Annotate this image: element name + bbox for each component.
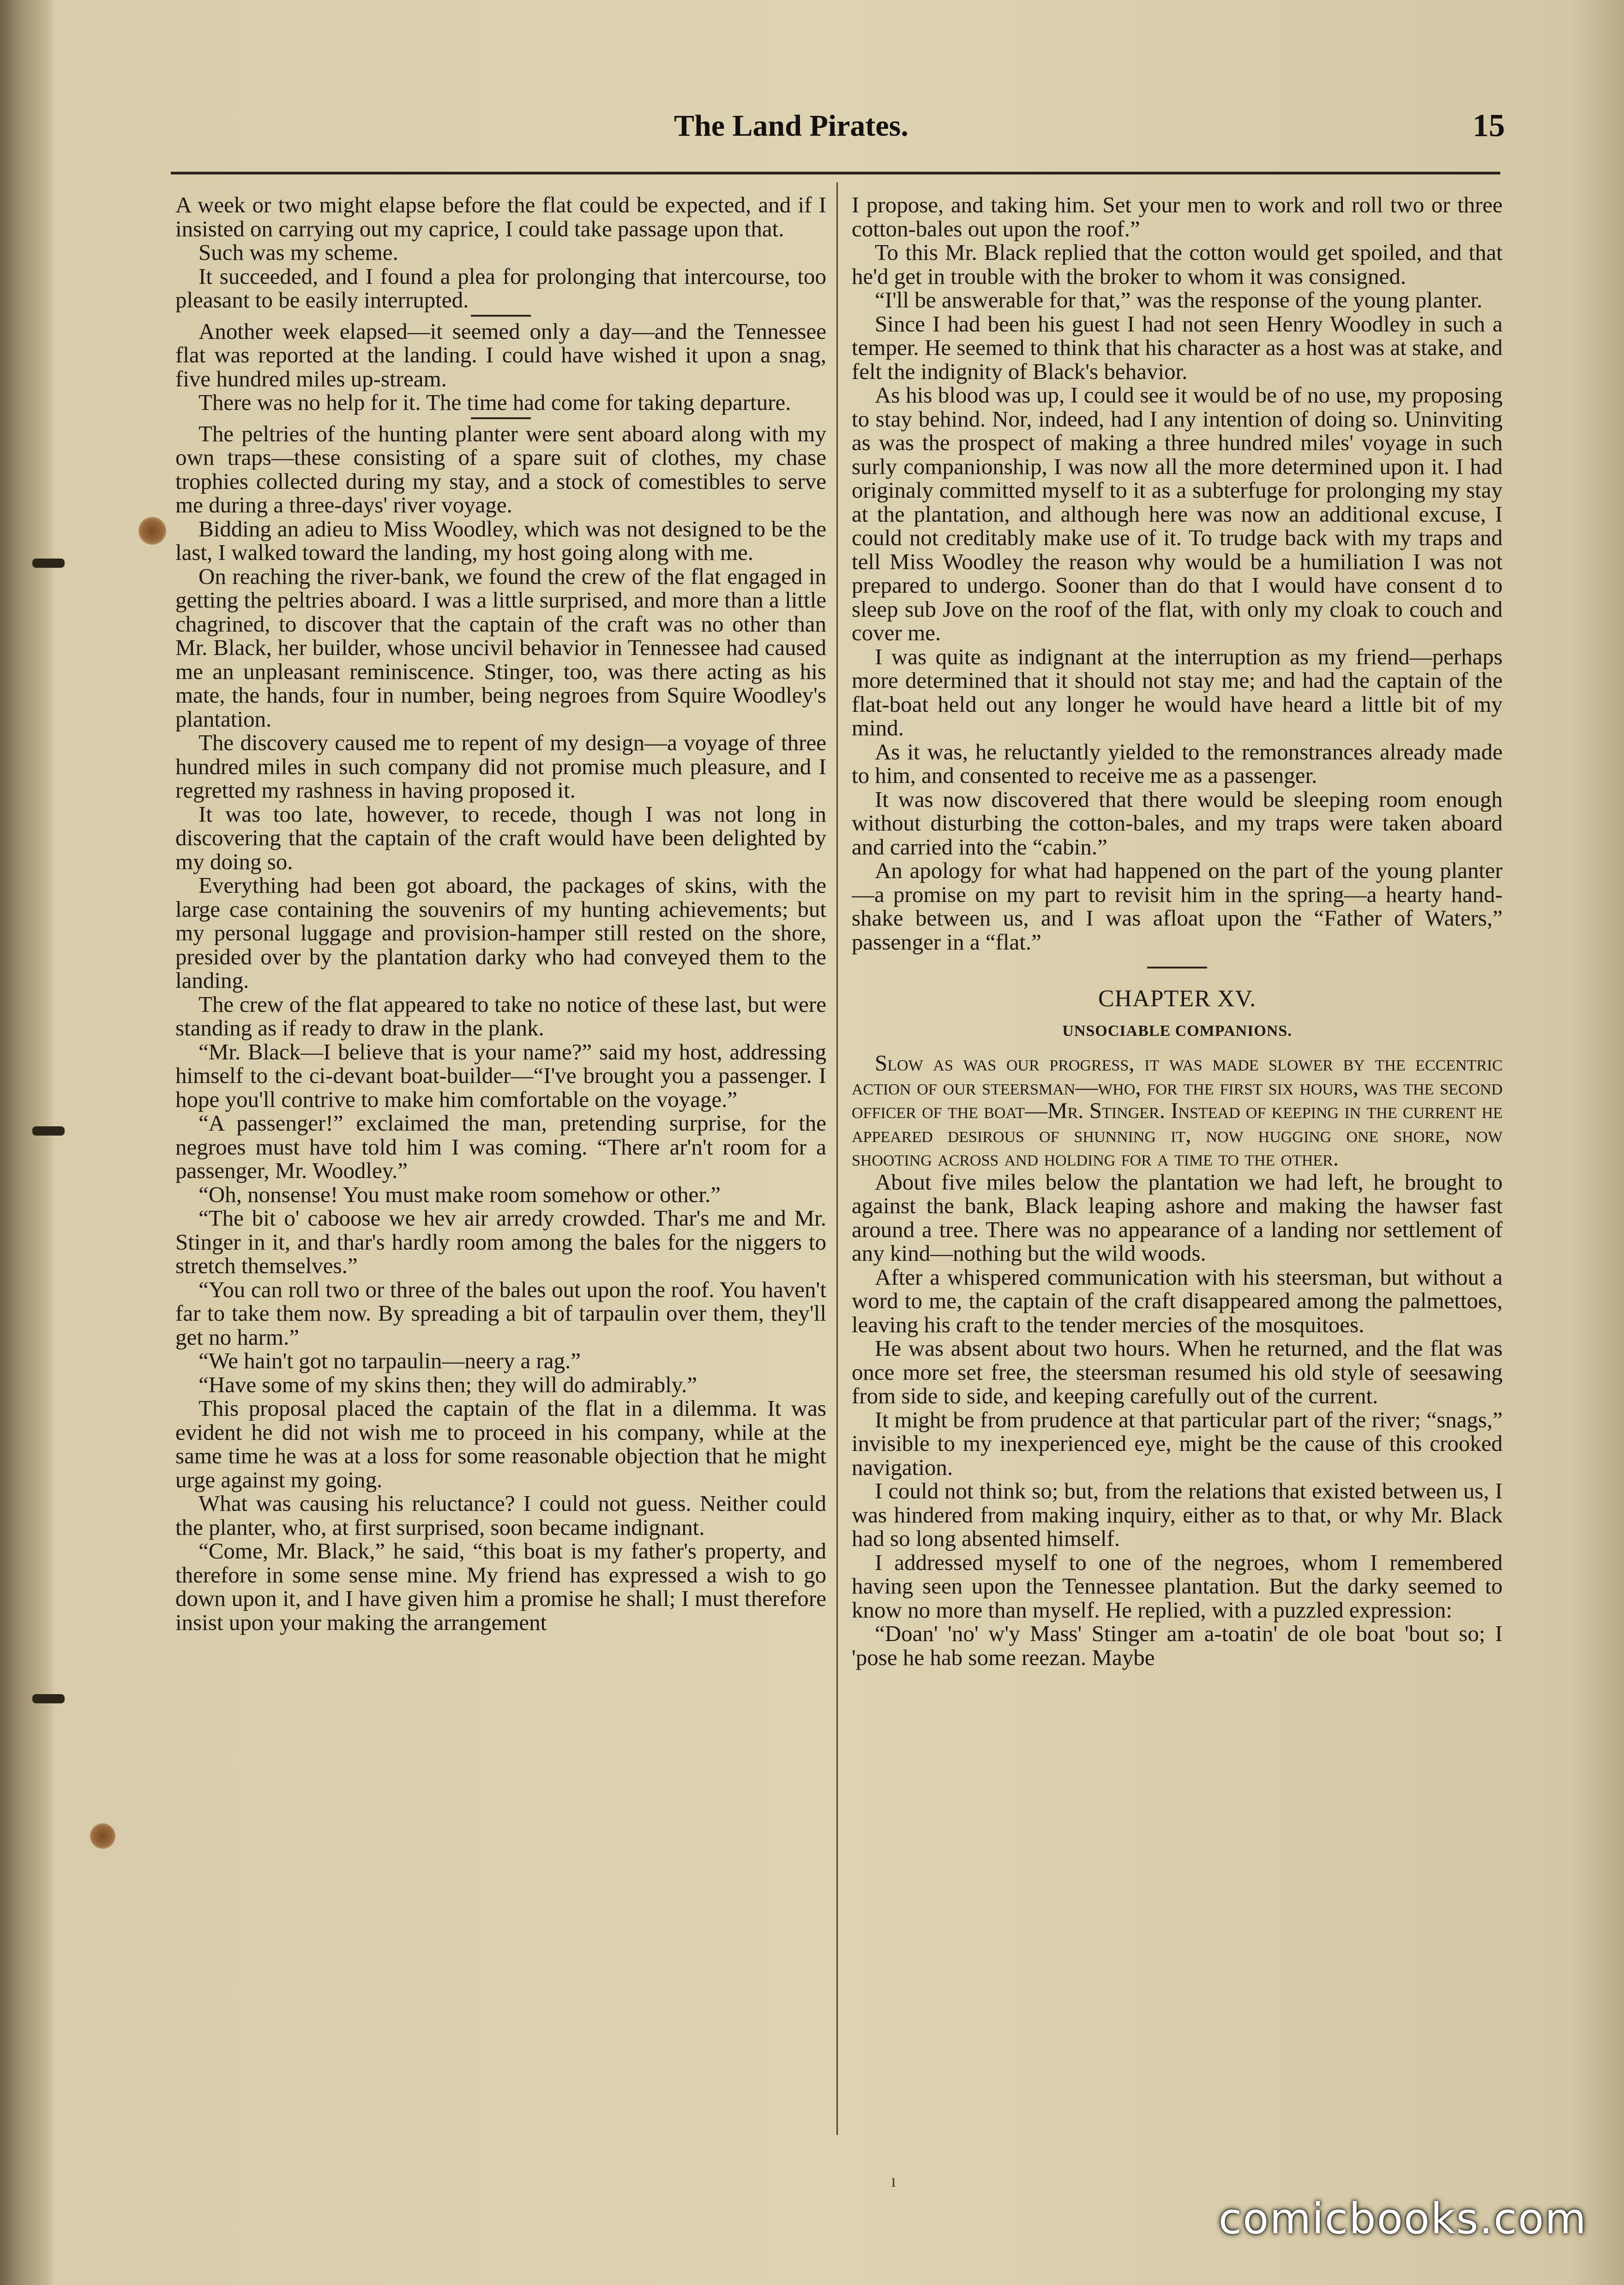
binding-stitch: [32, 1126, 65, 1136]
binding-stitch: [32, 559, 65, 568]
paragraph: Another week elapsed—it seemed only a day—and the Tennessee flat was reported at the landing. I could have wished it upon a snag, five hundred miles up-stream.: [175, 318, 826, 391]
paragraph: It was too late, however, to recede, though I was not long in discovering that the captain of the craft would have been delighted by my doing so.: [175, 801, 826, 874]
paragraph: It succeeded, and I found a plea for prolonging that intercourse, too pleasant to be easily interrupted.: [175, 263, 826, 313]
running-title: The Land Pirates.: [674, 109, 908, 143]
paragraph: A week or two might elapse before the flat could be expected, and if I insisted on carrying out my caprice, I could take passage upon that.: [175, 193, 826, 241]
paragraph: I could not think so; but, from the relations that existed between us, I was hindered from making inquiry, either as to that, or why Mr. Black had so long absented himself.: [852, 1478, 1503, 1551]
paragraph: “The bit o' caboose we hev air arredy crowded. Thar's me and Mr. Stinger in it, and thar's hardly room among the bales for the niggers to stretch themselves.”: [175, 1205, 826, 1278]
page-gutter: [0, 0, 55, 2285]
paragraph: About five miles below the plantation we had left, he brought to against the bank, Black leaping ashore and making the hawser fast around a tree. There was no appearance of a landing nor settlement of any kind—nothing but the wild woods.: [852, 1169, 1503, 1266]
paragraph: This proposal placed the captain of the flat in a dilemma. It was evident he did not wish me to proceed in his company, while at the same time he was at a loss for some reasonable objection that he might urge against my going.: [175, 1395, 826, 1492]
paragraph: “Oh, nonsense! You must make room somehow or other.”: [198, 1181, 721, 1207]
paragraph: The discovery caused me to repent of my design—a voyage of three hundred miles in such company did not promise much pleasure, and I regretted my rashness in having proposed it.: [175, 730, 826, 803]
chapter-heading: CHAPTER XV.: [1098, 986, 1257, 1012]
paragraph: Bidding an adieu to Miss Woodley, which was not designed to be the last, I walked toward the landing, my host going along with me.: [175, 516, 826, 565]
paragraph: After a whispered communication with his steersman, but without a word to me, the captain of the craft disappeared among the palmettoes, leaving his craft to the tender mercies of the mosquitoes.: [852, 1264, 1503, 1337]
section-separator: [471, 315, 531, 317]
section-separator: [471, 417, 531, 419]
paragraph: “A passenger!” exclaimed the man, pretending surprise, for the negroes must have told him I was coming. “There ar'n't room for a passenger, Mr. Woodley.”: [175, 1110, 826, 1183]
paragraph: Such was my scheme.: [198, 240, 398, 265]
right-column: [852, 193, 1503, 2132]
paragraph: The peltries of the hunting planter were sent aboard along with my own traps—these consisting of a spare suit of clothes, my chase trophies collected during my stay, and a stock of comestibles to serve me during a three-days' river voyage.: [175, 421, 826, 517]
header-rule: [171, 172, 1500, 174]
stain-spot: [90, 1823, 115, 1849]
paragraph: “Mr. Black—I believe that is your name?” said my host, addressing himself to the ci-devant boat-builder—“I've brought you a passenger. I hope you'll contrive to make him comfortable on the voyage.”: [175, 1039, 826, 1112]
paragraph: I addressed myself to one of the negroes, whom I remembered having seen upon the Tennessee plantation. But the darky seemed to know no more than myself. He replied, with a puzzled expression:: [852, 1549, 1503, 1623]
column-divider: [836, 182, 838, 2135]
paragraph: I was quite as indignant at the interruption as my friend—perhaps more determined that it should not stay me; and had the captain of the flat-boat held out any longer he would have heard a little bit of my mind.: [852, 643, 1503, 740]
paragraph: Everything had been got aboard, the packages of skins, with the large case containing the souvenirs of my hunting achievements; but my personal luggage and provision-hamper still rested on the shore, presided over by the plantation darky who had conveyed them to the landing.: [175, 872, 826, 993]
page-header: [171, 104, 1505, 155]
paragraph: An apology for what had happened on the part of the young planter—a promise on my part to revisit him in the spring—a hearty hand-shake between us, and I was afloat upon the “Father of Waters,” passenger in a “flat.”: [852, 858, 1503, 955]
chapter-separator: [1147, 967, 1207, 968]
paragraph: “You can roll two or three of the bales out upon the roof. You haven't far to take them now. By spreading a bit of tarpaulin over them, they'll get no harm.”: [175, 1276, 826, 1350]
binding-stitch: [32, 1694, 65, 1703]
paragraph: It might be from prudence at that particular part of the river; “snags,” invisible to my inexperienced eye, might be the cause of this crooked navigation.: [852, 1407, 1503, 1480]
paragraph: It was now discovered that there would be sleeping room enough without disturbing the cotton-bales, and my traps were taken aboard and carried into the “cabin.”: [852, 786, 1503, 860]
paragraph: The crew of the flat appeared to take no notice of these last, but were standing as if ready to draw in the plank.: [175, 991, 826, 1040]
paragraph: What was causing his reluctance? I could not guess. Neither could the planter, who, at first surprised, soon became indignant.: [175, 1491, 826, 1540]
paragraph: As his blood was up, I could see it would be of no use, my proposing to stay behind. Nor, indeed, had I any intention of doing so. Uninviting as was the prospect of making a three hundred miles' voyage in such surly companionship, I was now all the more determined upon it. I had originaly committed myself to it as a subterfuge for prolonging my stay at the plantation, and although here was now an additional excuse, I could not creditably make use of it. To trudge back with my traps and tell Miss Woodley the reason why would be a humiliation I was not prepared to undergo. Sooner than do that I would have consent d to sleep sub Jove on the roof of the flat, with only my cloak to couch and cover me.: [852, 382, 1503, 645]
paragraph: On reaching the river-bank, we found the crew of the flat engaged in getting the peltries aboard. I was a little surprised, and more than a little chagrined, to discover that the captain of the craft was no other than Mr. Black, her builder, whose uncivil behavior in Tennessee had caused me an unpleasant reminiscence. Stinger, too, was there acting as his mate, the hands, four in number, being negroes from Squire Woodley's plantation.: [175, 563, 826, 732]
chapter-subheading: UNSOCIABLE COMPANIONS.: [1062, 1022, 1292, 1040]
paragraph: “Doan' 'no' w'y Mass' Stinger am a-toatin' de ole boat 'bout so; I 'pose he hab some reezan. Maybe: [852, 1621, 1503, 1670]
paragraph: “We hain't got no tarpaulin—neery a rag.”: [198, 1348, 581, 1373]
ink-mark: ı: [891, 2170, 896, 2191]
paragraph: I propose, and taking him. Set your men to work and roll two or three cotton-bales out upon the roof.”: [852, 193, 1503, 241]
paragraph: “I'll be answerable for that,” was the response of the young planter.: [875, 287, 1483, 313]
paragraph: There was no help for it. The time had come for taking departure.: [198, 390, 791, 415]
left-column: [175, 193, 826, 2132]
paragraph: Slow as was our progress, it was made slower by the eccentric action of our steersman—who, for the first six hours, was the second officer of the boat—Mr. Stinger. Instead of keeping in the current he appeared desirous of shunning it, now hugging one shore, now shooting across and holding for a time to the other.: [852, 1050, 1503, 1171]
paragraph: “Have some of my skins then; they will do admirably.”: [198, 1371, 698, 1397]
paragraph: Since I had been his guest I had not seen Henry Woodley in such a temper. He seemed to think that his character as a host was at stake, and felt the indignity of Black's behavior.: [852, 311, 1503, 384]
source-watermark: comicbooks.com: [1218, 2194, 1587, 2243]
paragraph: To this Mr. Black replied that the cotton would get spoiled, and that he'd get in trouble with the broker to whom it was consigned.: [852, 240, 1503, 289]
stain-spot: [138, 517, 166, 545]
paragraph: “Come, Mr. Black,” he said, “this boat is my father's property, and therefore in some sense mine. My friend has expressed a wish to go down upon it, and I have given him a promise he shall; I must therefore insist upon your making the arrangement: [175, 1538, 826, 1635]
page-number: 15: [1473, 108, 1505, 144]
paragraph: As it was, he reluctantly yielded to the remonstrances already made to him, and consented to receive me as a passenger.: [852, 739, 1503, 788]
paragraph: He was absent about two hours. When he returned, and the flat was once more set free, the steersman resumed his old style of seesawing from side to side, and keeping carefully out of the current.: [852, 1335, 1503, 1408]
